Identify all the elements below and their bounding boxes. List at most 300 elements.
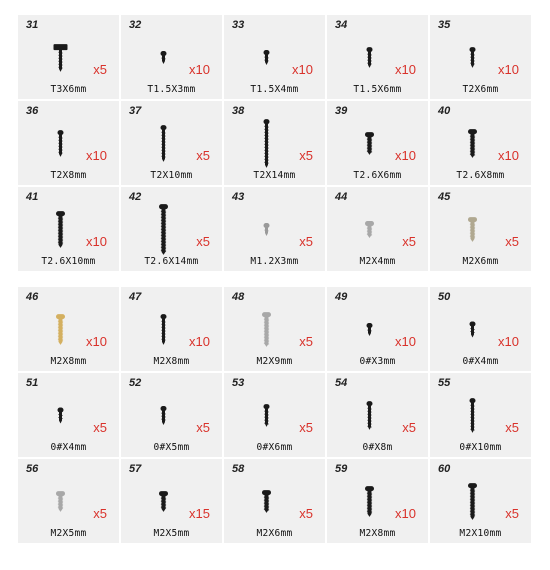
screw-size-label: T3X6mm <box>50 84 87 95</box>
item-number: 31 <box>26 19 39 31</box>
screw-thread <box>470 224 475 225</box>
screw-head <box>56 211 65 216</box>
screw-head <box>470 398 476 403</box>
quantity-label: x10 <box>498 62 519 77</box>
screw-shape <box>262 312 271 347</box>
screw-shaft <box>368 51 371 68</box>
item-number: 45 <box>438 191 451 203</box>
screw-thread <box>470 414 474 415</box>
screw-shape <box>470 398 476 433</box>
screw-shaft <box>368 405 371 430</box>
screw-thread <box>264 503 269 504</box>
screw-head <box>54 44 68 50</box>
quantity-label: x10 <box>395 148 416 163</box>
quantity-label: x10 <box>86 234 107 249</box>
screw-head <box>58 130 64 135</box>
screw-shaft <box>471 51 474 68</box>
screw-thread <box>367 57 371 58</box>
screw-cell <box>430 459 531 543</box>
item-number: 49 <box>335 291 348 303</box>
screw-thread <box>367 54 371 55</box>
screw-shape <box>56 491 65 512</box>
screw-thread <box>367 496 372 497</box>
screw-head <box>161 406 167 411</box>
screw-cell <box>121 187 222 271</box>
screw-thread <box>470 502 475 503</box>
screw-size-label: 0#X10mm <box>459 442 502 453</box>
screw-shaft <box>162 55 165 64</box>
screw-thread <box>161 235 166 236</box>
quantity-label: x10 <box>292 62 313 77</box>
screw-thread <box>58 67 62 68</box>
screw-size-label: T2.6X8mm <box>456 170 505 181</box>
screw-thread <box>264 322 269 323</box>
screw-thread <box>264 230 268 231</box>
screw-size-label: T1.5X3mm <box>147 84 196 95</box>
screw-thread <box>58 418 62 419</box>
screw-thread <box>470 332 474 333</box>
screw-cell <box>224 287 325 371</box>
screw-thread <box>161 504 166 505</box>
item-number: 59 <box>335 463 348 475</box>
screw-shaft <box>162 318 165 345</box>
screw-thread <box>470 420 474 421</box>
screw-shape <box>161 125 167 162</box>
screw-thread <box>161 217 166 218</box>
screw-shape <box>470 47 476 68</box>
screw-thread <box>367 63 371 64</box>
screw-thread <box>367 145 372 146</box>
screw-shape <box>159 204 168 255</box>
item-number: 33 <box>232 19 245 31</box>
screw-head <box>468 483 477 488</box>
screw-thread <box>470 493 475 494</box>
screw-thread <box>367 499 372 500</box>
screw-shape <box>161 406 167 425</box>
screw-shape <box>264 50 270 65</box>
screw-thread <box>161 156 165 157</box>
screw-thread <box>264 153 268 154</box>
quantity-label: x5 <box>299 148 313 163</box>
screw-cell <box>121 373 222 457</box>
screw-thread <box>264 411 268 412</box>
screw-thread <box>470 514 475 515</box>
screw-shaft <box>59 134 62 157</box>
screw-size-label: 0#X5mm <box>153 442 190 453</box>
screw-cell <box>430 187 531 271</box>
screw-thread <box>264 417 268 418</box>
screw-thread <box>264 135 268 136</box>
screw-thread <box>470 426 474 427</box>
screw-thread <box>264 343 269 344</box>
screw-cell <box>18 101 119 185</box>
screw-thread <box>264 325 269 326</box>
item-number: 40 <box>438 105 451 117</box>
screw-thread <box>367 417 371 418</box>
quantity-label: x10 <box>395 506 416 521</box>
screw-head <box>264 119 270 124</box>
screw-head <box>58 408 64 413</box>
screw-thread <box>161 416 165 417</box>
screw-head <box>161 314 167 319</box>
screw-head <box>56 491 65 496</box>
screw-thread <box>161 244 166 245</box>
screw-thread <box>264 337 269 338</box>
screw-cell <box>327 101 428 185</box>
screw-thread <box>367 423 371 424</box>
screw-shape <box>365 132 374 155</box>
screw-cell <box>430 287 531 371</box>
screw-thread <box>58 58 62 59</box>
screw-thread <box>58 321 63 322</box>
screw-cell <box>18 373 119 457</box>
screw-thread <box>58 242 63 243</box>
screw-head <box>365 486 374 491</box>
screw-thread <box>161 223 166 224</box>
screw-shaft <box>368 490 372 517</box>
screw-thread <box>470 233 475 234</box>
screw-shaft <box>265 316 269 347</box>
screw-size-label: T2X8mm <box>50 170 87 181</box>
screw-thread <box>470 145 475 146</box>
screw-thread <box>161 135 165 136</box>
screw-thread <box>470 151 475 152</box>
quantity-label: x15 <box>189 506 210 521</box>
screw-thread <box>161 138 165 139</box>
screw-shape <box>54 44 68 72</box>
quantity-label: x10 <box>189 62 210 77</box>
screw-shaft <box>162 129 165 162</box>
screw-shaft <box>265 408 268 427</box>
screw-shaft <box>59 49 62 72</box>
screw-thread <box>58 137 62 138</box>
screw-thread <box>264 156 268 157</box>
quantity-label: x5 <box>299 234 313 249</box>
screw-thread <box>161 141 165 142</box>
quantity-label: x5 <box>505 234 519 249</box>
screw-thread <box>161 413 165 414</box>
screw-thread <box>58 330 63 331</box>
screw-head <box>264 223 270 228</box>
screw-thread <box>367 148 372 149</box>
screw-thread <box>161 147 165 148</box>
screw-size-label: 0#X4mm <box>50 442 87 453</box>
screw-head <box>264 50 270 55</box>
screw-size-label: T2X6mm <box>462 84 499 95</box>
screw-cell <box>224 187 325 271</box>
screw-shape <box>161 314 167 345</box>
screw-size-label: M2X4mm <box>359 256 396 267</box>
screw-size-label: T2.6X6mm <box>353 170 402 181</box>
screw-size-label: M2X8mm <box>153 356 190 367</box>
screw-shaft <box>162 495 166 512</box>
screw-thread <box>367 231 372 232</box>
quantity-label: x10 <box>498 334 519 349</box>
screw-shaft <box>162 410 165 425</box>
screw-shape <box>468 217 477 242</box>
screw-shape <box>264 119 270 168</box>
screw-grid-bottom <box>18 287 531 543</box>
screw-cell <box>18 187 119 271</box>
screw-shape <box>159 491 168 512</box>
screw-thread <box>58 218 63 219</box>
screw-thread <box>58 415 62 416</box>
item-number: 54 <box>335 377 348 389</box>
quantity-label: x5 <box>93 420 107 435</box>
screw-thread <box>470 496 475 497</box>
item-number: 51 <box>26 377 39 389</box>
quantity-label: x5 <box>196 234 210 249</box>
screw-shaft <box>59 318 63 345</box>
screw-size-label: 0#X3mm <box>359 356 396 367</box>
screw-thread <box>58 501 63 502</box>
screw-thread <box>367 414 371 415</box>
screw-thread <box>367 151 372 152</box>
screw-size-label: T2X10mm <box>150 170 193 181</box>
screw-head <box>367 401 373 406</box>
screw-cell <box>224 459 325 543</box>
screw-size-label: M2X5mm <box>50 528 87 539</box>
screw-head <box>264 404 270 409</box>
screw-thread <box>367 508 372 509</box>
screw-shape <box>367 47 373 68</box>
screw-thread <box>161 211 166 212</box>
item-number: 39 <box>335 105 348 117</box>
quantity-label: x5 <box>505 420 519 435</box>
screw-shape <box>262 490 271 513</box>
item-number: 55 <box>438 377 451 389</box>
item-number: 46 <box>26 291 39 303</box>
item-number: 41 <box>26 191 39 203</box>
quantity-label: x5 <box>196 420 210 435</box>
screw-cell <box>430 101 531 185</box>
screw-thread <box>58 233 63 234</box>
screw-cell <box>18 15 119 99</box>
screw-thread <box>367 502 372 503</box>
screw-thread <box>470 60 474 61</box>
screw-shaft <box>59 215 63 248</box>
screw-thread <box>264 506 269 507</box>
screw-thread <box>470 154 475 155</box>
item-number: 57 <box>129 463 142 475</box>
screw-cell <box>18 287 119 371</box>
screw-thread <box>367 411 371 412</box>
screw-thread <box>58 55 62 56</box>
screw-thread <box>470 490 475 491</box>
screw-shape <box>470 322 476 338</box>
screw-thread <box>470 227 475 228</box>
screw-thread <box>161 324 165 325</box>
screw-shaft <box>368 327 371 336</box>
screw-thread <box>161 339 165 340</box>
screw-cell <box>121 287 222 371</box>
screw-thread <box>264 319 269 320</box>
screw-size-label: M2X5mm <box>153 528 190 539</box>
screw-thread <box>161 229 166 230</box>
screw-thread <box>264 497 269 498</box>
screw-shape <box>58 408 64 424</box>
screw-thread <box>264 57 268 58</box>
item-number: 44 <box>335 191 348 203</box>
item-number: 43 <box>232 191 245 203</box>
screw-thread <box>161 150 165 151</box>
screw-thread <box>470 136 475 137</box>
screw-thread <box>58 52 62 53</box>
screw-cell <box>224 373 325 457</box>
screw-size-label: M2X9mm <box>256 356 293 367</box>
screw-cell <box>327 459 428 543</box>
item-number: 42 <box>129 191 142 203</box>
screw-cell <box>18 459 119 543</box>
screw-shaft <box>265 227 268 236</box>
screw-size-label: M2X8mm <box>50 356 87 367</box>
screw-shaft <box>471 221 475 242</box>
screw-thread <box>264 414 268 415</box>
screw-grid-top <box>18 15 531 271</box>
item-number: 52 <box>129 377 142 389</box>
screw-head <box>468 129 477 134</box>
quantity-label: x5 <box>299 506 313 521</box>
screw-thread <box>367 493 372 494</box>
screw-size-label: M2X6mm <box>256 528 293 539</box>
screw-head <box>367 47 373 52</box>
screw-cell <box>224 15 325 99</box>
screw-shape <box>365 486 374 517</box>
quantity-label: x5 <box>505 506 519 521</box>
item-number: 35 <box>438 19 451 31</box>
screw-thread <box>58 146 62 147</box>
screw-shaft <box>368 225 372 238</box>
screw-thread <box>58 140 62 141</box>
item-number: 38 <box>232 105 245 117</box>
screw-shape <box>58 130 64 157</box>
screw-cell <box>224 101 325 185</box>
screw-thread <box>470 405 474 406</box>
screw-shaft <box>471 326 474 338</box>
screw-thread <box>367 511 372 512</box>
screw-thread <box>161 132 165 133</box>
quantity-label: x5 <box>93 62 107 77</box>
screw-size-label: T1.5X4mm <box>250 84 299 95</box>
item-number: 58 <box>232 463 245 475</box>
screw-thread <box>264 162 268 163</box>
screw-thread <box>58 64 62 65</box>
screw-cell <box>327 187 428 271</box>
screw-shaft <box>265 54 268 65</box>
screw-shaft <box>59 412 62 424</box>
screw-thread <box>264 141 268 142</box>
screw-thread <box>161 501 166 502</box>
screw-shape <box>365 221 374 238</box>
screw-cell <box>327 287 428 371</box>
screw-thread <box>264 132 268 133</box>
screw-thread <box>58 324 63 325</box>
screw-shaft <box>265 123 268 168</box>
screw-thread <box>161 333 165 334</box>
screw-shape <box>56 211 65 248</box>
screw-thread <box>58 333 63 334</box>
screw-thread <box>470 505 475 506</box>
screw-thread <box>58 61 62 62</box>
screw-thread <box>58 507 63 508</box>
screw-thread <box>264 60 268 61</box>
screw-head <box>470 322 476 327</box>
screw-thread <box>470 408 474 409</box>
screw-thread <box>470 63 474 64</box>
screw-size-label: M2X8mm <box>359 528 396 539</box>
screw-cell <box>327 15 428 99</box>
screw-cell <box>430 15 531 99</box>
screw-thread <box>470 329 474 330</box>
screw-thread <box>264 138 268 139</box>
quantity-label: x10 <box>395 62 416 77</box>
quantity-label: x5 <box>402 420 416 435</box>
screw-thread <box>367 142 372 143</box>
item-number: 53 <box>232 377 245 389</box>
screw-thread <box>470 511 475 512</box>
screw-shape <box>264 223 270 236</box>
screw-thread <box>264 126 268 127</box>
screw-thread <box>58 227 63 228</box>
screw-head <box>161 125 167 130</box>
screw-shape <box>367 323 373 336</box>
screw-thread <box>58 336 63 337</box>
screw-thread <box>161 226 166 227</box>
quantity-label: x5 <box>299 420 313 435</box>
screw-shape <box>367 401 373 430</box>
screw-head <box>56 314 65 319</box>
screw-thread <box>58 339 63 340</box>
screw-thread <box>367 60 371 61</box>
quantity-label: x5 <box>93 506 107 521</box>
screw-thread <box>264 423 268 424</box>
screw-head <box>365 132 374 137</box>
screw-thread <box>264 334 269 335</box>
screw-thread <box>470 499 475 500</box>
screw-thread <box>58 230 63 231</box>
screw-head <box>159 204 168 209</box>
screw-thread <box>367 426 371 427</box>
screw-thread <box>58 498 63 499</box>
item-number: 37 <box>129 105 142 117</box>
screw-thread <box>470 142 475 143</box>
screw-thread <box>161 498 166 499</box>
screw-thread <box>58 504 63 505</box>
screw-thread <box>161 58 165 59</box>
screw-cell <box>121 101 222 185</box>
screw-thread <box>470 508 475 509</box>
screw-cell <box>121 459 222 543</box>
screw-thread <box>367 420 371 421</box>
screw-thread <box>470 417 474 418</box>
screw-thread <box>367 330 371 331</box>
screw-thread <box>161 153 165 154</box>
item-number: 48 <box>232 291 245 303</box>
screw-size-label: M2X6mm <box>462 256 499 267</box>
screw-thread <box>367 505 372 506</box>
screw-thread <box>264 147 268 148</box>
quantity-label: x5 <box>402 234 416 249</box>
screw-thread <box>264 509 269 510</box>
screw-size-label: 0#X8m <box>362 442 393 453</box>
screw-thread <box>470 54 474 55</box>
screw-shape <box>161 51 167 64</box>
screw-head <box>262 490 271 495</box>
screw-thread <box>367 139 372 140</box>
screw-thread <box>161 327 165 328</box>
screw-thread <box>367 234 372 235</box>
screw-size-label: M1.2X3mm <box>250 256 299 267</box>
